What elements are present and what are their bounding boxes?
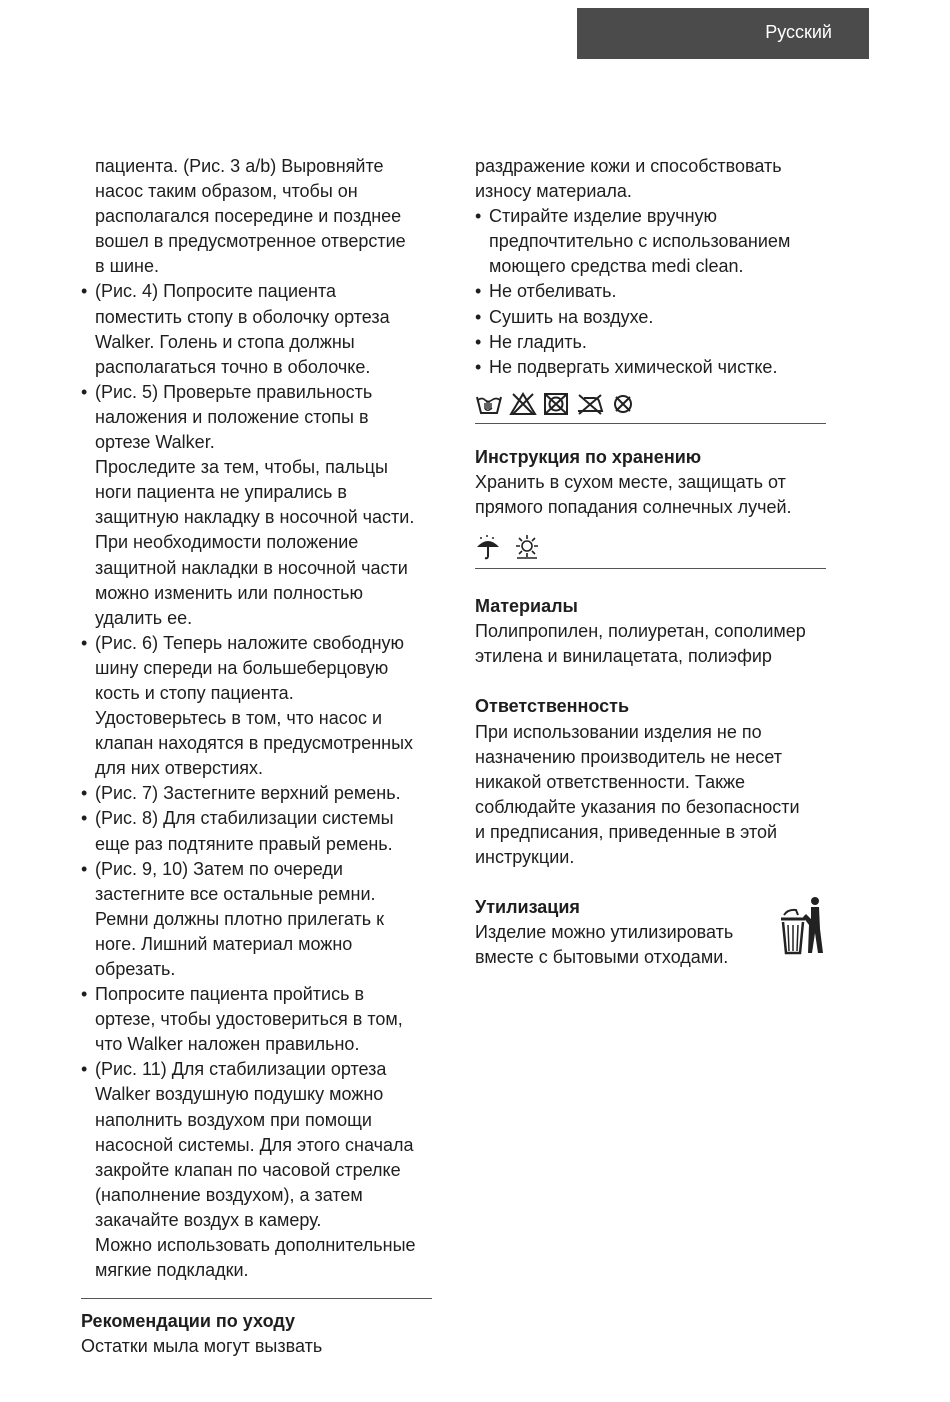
text-line: Удостоверьтесь в том, что насос и <box>95 708 383 729</box>
text-line: клапан находятся в предусмотренных <box>95 733 414 754</box>
intro-paragraph <box>81 154 431 279</box>
text-line: можно изменить или полностью <box>95 582 364 603</box>
no-iron-icon <box>575 392 605 416</box>
text-line: для них отверстиях. <box>95 758 264 779</box>
text-line: в шине. <box>95 256 160 277</box>
text-line: (наполнение воздухом), а затем <box>95 1184 363 1205</box>
no-tumble-dry-icon <box>543 392 569 416</box>
text-line: соблюдайте указания по безопасности <box>475 796 800 817</box>
text-line: Walker. Голень и стопа должны <box>95 331 355 352</box>
text-line: • (Рис. 6) Теперь наложите свободную <box>95 632 405 653</box>
materials-heading: Материалы <box>475 596 578 617</box>
household-waste-icon <box>776 895 826 955</box>
text-line: вместе с бытовыми отходами. <box>475 947 729 968</box>
text-line: пациента. (Рис. 3 a/b) Выровняйте <box>95 156 384 176</box>
storage-symbols <box>475 534 826 560</box>
care-item <box>475 204 826 279</box>
text-line: • Не подвергать химической чистке. <box>489 356 778 377</box>
care-symbols <box>475 391 826 417</box>
text-line: предпочтительно с использованием <box>489 231 791 252</box>
text-line: Ремни должны плотно прилегать к <box>95 908 385 929</box>
text-line: еще раз подтяните правый ремень. <box>95 833 393 854</box>
text-line: располагался посередине и позднее <box>95 206 402 227</box>
text-line: располагаться точно в оболочке. <box>95 356 371 377</box>
text-line: назначению производитель не несет <box>475 746 782 767</box>
text-line: что Walker наложен правильно. <box>95 1034 360 1055</box>
text-line: наложения и положение стопы в <box>95 406 369 427</box>
text-line: • Сушить на воздухе. <box>489 306 654 327</box>
care-heading: Рекомендации по уходу <box>81 1311 296 1332</box>
text-line: Проследите за тем, чтобы, пальцы <box>95 457 388 478</box>
text-line: износу материала. <box>475 181 632 202</box>
care-list <box>475 204 826 380</box>
text-line: насосной системы. Для этого сначала <box>95 1134 414 1155</box>
text-line: • (Рис. 5) Проверьте правильность <box>95 381 373 402</box>
right-column <box>475 154 826 970</box>
text-line: • (Рис. 11) Для стабилизации ортеза <box>95 1059 387 1080</box>
text-line: мягкие подкладки. <box>95 1260 249 1281</box>
instruction-item <box>81 982 431 1057</box>
text-line: кость и стопу пациента. <box>95 682 294 703</box>
text-line: никакой ответственности. Также <box>475 771 746 792</box>
text-line: • (Рис. 8) Для стабилизации системы <box>95 808 394 829</box>
left-column <box>81 154 431 1359</box>
instruction-item <box>81 380 431 631</box>
text-line: наполнить воздухом при помощи <box>95 1109 372 1130</box>
instruction-item <box>81 806 431 856</box>
text-line: удалить ее. <box>95 607 193 628</box>
liability-heading: Ответственность <box>475 696 630 717</box>
no-bleach-icon <box>509 392 537 416</box>
storage-heading: Инструкция по хранению <box>475 446 702 467</box>
text-line: Изделие можно утилизировать <box>475 922 734 943</box>
no-dry-clean-icon <box>611 392 635 416</box>
text-line: Полипропилен, полиуретан, сополимер <box>475 621 806 642</box>
keep-dry-icon <box>475 534 501 560</box>
text-line: • Попросите пациента пройтись в <box>95 984 365 1005</box>
liability-section <box>475 694 826 870</box>
section-divider <box>81 1298 432 1299</box>
care-item <box>475 279 826 304</box>
text-line: этилена и винилацетата, полиэфир <box>475 646 772 667</box>
text-line: При использовании изделия не по <box>475 721 762 742</box>
hand-wash-icon <box>475 392 503 416</box>
text-line: ортезе, чтобы удостовериться в том, <box>95 1009 403 1030</box>
text-line: застегните все остальные ремни. <box>95 883 376 904</box>
care-text: Остатки мыла могут вызвать <box>81 1336 323 1357</box>
text-line: шину спереди на большеберцовую <box>95 657 389 678</box>
language-label: Русский <box>765 22 832 42</box>
section-divider <box>475 423 826 424</box>
text-line: закройте клапан по часовой стрелке <box>95 1159 401 1180</box>
text-line: насос таким образом, чтобы он <box>95 181 358 202</box>
text-line: прямого попадания солнечных лучей. <box>475 497 792 518</box>
text-line: ортезе Walker. <box>95 432 215 453</box>
text-line: защитную накладку в носочной части. <box>95 507 415 528</box>
text-line: защитной накладки в носочной части <box>95 557 408 578</box>
text-line: закачайте воздух в камеру. <box>95 1209 322 1230</box>
care-continued <box>475 154 826 204</box>
text-line: обрезать. <box>95 959 176 979</box>
text-line: инструкции. <box>475 846 575 867</box>
instruction-item <box>81 781 431 806</box>
disposal-section <box>475 895 826 970</box>
text-line: ноги пациента не упирались в <box>95 482 347 503</box>
disposal-heading: Утилизация <box>475 897 580 918</box>
text-line: моющего средства medi clean. <box>489 256 744 277</box>
storage-section <box>475 445 826 520</box>
materials-section <box>475 594 826 669</box>
text-line: и предписания, приведенные в этой <box>475 821 778 842</box>
text-line: поместить стопу в оболочку ортеза <box>95 306 390 327</box>
instruction-item <box>81 1057 431 1283</box>
text-line: • Не отбеливать. <box>489 281 617 302</box>
text-line: раздражение кожи и способствовать <box>475 156 782 176</box>
text-line: • (Рис. 7) Застегните верхний ремень. <box>95 783 401 804</box>
text-line: Walker воздушную подушку можно <box>95 1084 384 1105</box>
text-line: • Стирайте изделие вручную <box>489 206 718 227</box>
text-line: Можно использовать дополнительные <box>95 1235 416 1256</box>
text-line: • (Рис. 9, 10) Затем по очереди <box>95 858 343 879</box>
instruction-item <box>81 631 431 782</box>
care-item <box>475 330 826 355</box>
care-item <box>475 305 826 330</box>
text-line: вошел в предусмотренное отверстие <box>95 231 406 252</box>
care-item <box>475 355 826 380</box>
section-divider <box>475 568 826 569</box>
instruction-list <box>81 279 431 1283</box>
text-line: ноге. Лишний материал можно <box>95 933 353 954</box>
text-line: Хранить в сухом месте, защищать от <box>475 471 786 492</box>
language-tab <box>577 8 869 59</box>
instruction-item <box>81 279 431 379</box>
text-line: • Не гладить. <box>489 331 587 352</box>
keep-away-from-sunlight-icon <box>513 534 541 560</box>
instruction-item <box>81 857 431 982</box>
text-line: • (Рис. 4) Попросите пациента <box>95 281 337 302</box>
text-line: При необходимости положение <box>95 532 359 553</box>
